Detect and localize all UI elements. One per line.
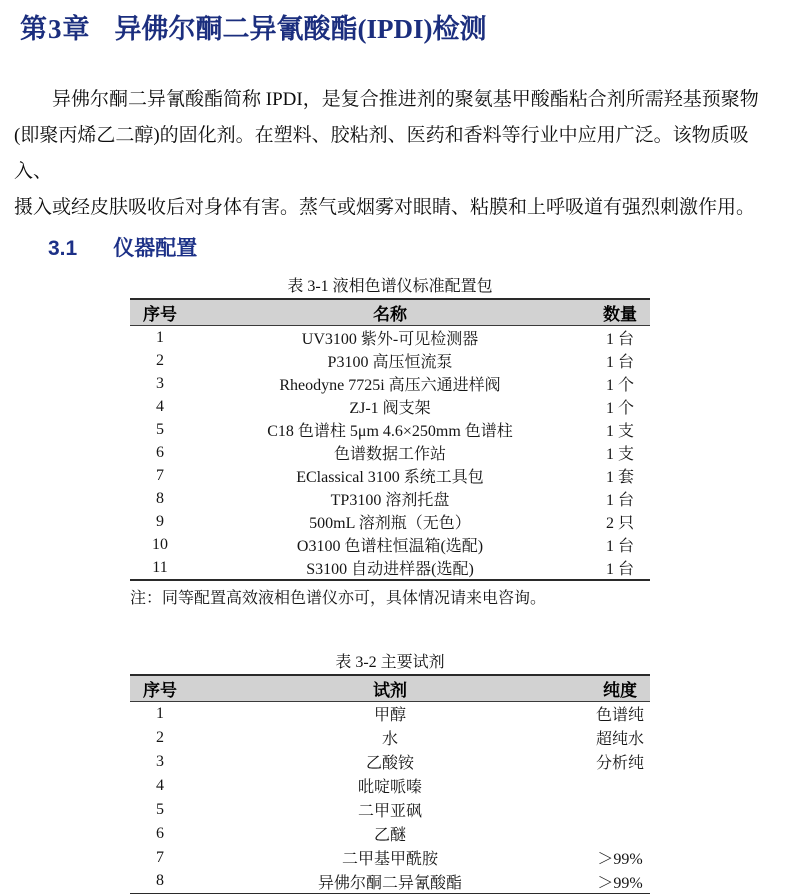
table-cell: 11: [152, 558, 168, 576]
column-header: 试剂: [190, 675, 590, 702]
section-heading: [48, 236, 800, 262]
table-zone: [130, 276, 650, 894]
table-cell: [590, 774, 650, 798]
intro-line: (即聚丙烯乙二醇)的固化剂。在塑料、胶粘剂、医药和香料等行业中应用广泛。该物质吸入、: [14, 125, 749, 182]
table-cell: Rheodyne 7725i 高压六通进样阀: [279, 377, 501, 394]
intro-paragraph: [14, 82, 786, 226]
table-row: [130, 372, 650, 395]
table-row: [130, 510, 650, 533]
table-cell: 9: [156, 512, 164, 530]
table-cell: EClassical 3100 系统工具包: [296, 469, 484, 486]
table-cell: 500mL 溶剂瓶（无色）: [309, 515, 471, 532]
column-header: 纯度: [590, 675, 650, 702]
table-cell: 分析纯: [595, 755, 644, 772]
table-cell: 色谱数据工作站: [333, 446, 446, 463]
table-row: [130, 870, 650, 894]
table-header-row: [130, 675, 650, 702]
table-row: [130, 487, 650, 510]
table-row: [130, 750, 650, 774]
table-row: [130, 326, 650, 350]
table-cell: 4: [156, 776, 164, 794]
table-cell: 1 台: [605, 538, 634, 555]
table-cell: C18 色谱柱 5μm 4.6×250mm 色谱柱: [267, 423, 513, 440]
table-cell: 色谱纯: [595, 707, 644, 725]
table-cell: O3100 色谱柱恒温箱(选配): [296, 538, 484, 555]
table-main-reagents: [130, 674, 650, 894]
chapter-heading: [0, 0, 800, 46]
table1-note: 注：同等配置高效液相色谱仪亦可，具体情况请来电咨询。: [130, 590, 547, 607]
table1-caption: 表 3-1 液相色谱仪标准配置包: [287, 278, 493, 295]
table-cell: 1 个: [605, 377, 634, 394]
column-header: 序号: [130, 299, 190, 326]
table-row: [130, 798, 650, 822]
table-cell: P3100 高压恒流泵: [327, 354, 453, 371]
table-row: [130, 846, 650, 870]
table-cell: 7: [156, 466, 164, 484]
table-cell: S3100 自动进样器(选配): [306, 561, 474, 578]
table-cell: 1 支: [605, 423, 634, 440]
section-number: 3.1: [48, 237, 78, 260]
table-cell: TP3100 溶剂托盘: [330, 492, 450, 509]
table-cell: 8: [156, 872, 164, 889]
table-cell: 甲醇: [373, 707, 406, 725]
table-cell: 乙醚: [373, 827, 406, 844]
table-instrument-configuration: [130, 298, 650, 581]
table-cell: 2 只: [605, 515, 634, 532]
table-cell: 1 台: [605, 354, 634, 371]
table-cell: 4: [156, 397, 164, 415]
table-cell: 10: [152, 535, 168, 553]
table-row: [130, 464, 650, 487]
table-cell: 超纯水: [595, 731, 644, 748]
table-cell: 1 台: [605, 331, 634, 348]
table-cell: 3: [156, 752, 164, 770]
table-cell: 吡啶哌嗪: [357, 779, 422, 796]
table-cell: 5: [156, 800, 164, 818]
table-cell: UV3100 紫外-可见检测器: [301, 331, 479, 348]
table-row: [130, 822, 650, 846]
table-row: [130, 395, 650, 418]
table-row: [130, 726, 650, 750]
table-cell: 1: [156, 328, 164, 346]
table-cell: ZJ-1 阀支架: [349, 400, 431, 417]
intro-line: 异佛尔酮二异氰酸酯简称 IPDI，是复合推进剂的聚氨基甲酸酯粘合剂所需羟基预聚物: [52, 89, 759, 110]
table-cell: 3: [156, 374, 164, 392]
table-cell: 1 台: [605, 492, 634, 509]
table-cell: 1 套: [605, 469, 634, 486]
column-header: 名称: [190, 299, 590, 326]
table-cell: 1 支: [605, 446, 634, 463]
chapter-title: 异佛尔酮二异氰酸酯(IPDI)检测: [114, 14, 487, 44]
table-cell: 乙酸铵: [365, 755, 414, 772]
table-row: [130, 349, 650, 372]
table-header-row: [130, 299, 650, 326]
table-cell: 异佛尔酮二异氰酸酯: [317, 874, 462, 892]
table-cell: 7: [156, 848, 164, 866]
chapter-number: 第3章: [20, 14, 91, 44]
table-row: [130, 702, 650, 726]
table-cell: [590, 798, 650, 822]
table-row: [130, 556, 650, 580]
table-cell: 1: [156, 704, 164, 722]
section-title: 仪器配置: [113, 237, 198, 260]
table-cell: 水: [381, 731, 398, 748]
table-cell: ＞99%: [597, 851, 643, 868]
table-row: [130, 774, 650, 798]
table-row: [130, 441, 650, 464]
table2-caption: 表 3-2 主要试剂: [335, 654, 445, 671]
table-cell: 8: [156, 489, 164, 507]
table-cell: 1 台: [605, 561, 634, 578]
table-cell: ＞99%: [597, 874, 643, 892]
table-cell: [590, 822, 650, 846]
table-cell: 2: [156, 351, 164, 369]
table-row: [130, 418, 650, 441]
table-cell: 6: [156, 824, 164, 842]
table-cell: 5: [156, 420, 164, 438]
intro-line: 摄入或经皮肤吸收后对身体有害。蒸气或烟雾对眼睛、粘膜和上呼吸道有强烈刺激作用。: [14, 197, 756, 218]
table-cell: 1 个: [605, 400, 634, 417]
table-cell: 6: [156, 443, 164, 461]
table-cell: 2: [156, 728, 164, 746]
column-header: 数量: [590, 299, 650, 326]
table-cell: 二甲亚砜: [357, 803, 422, 820]
table-row: [130, 533, 650, 556]
column-header: 序号: [130, 675, 190, 702]
table-cell: 二甲基甲酰胺: [341, 851, 438, 868]
